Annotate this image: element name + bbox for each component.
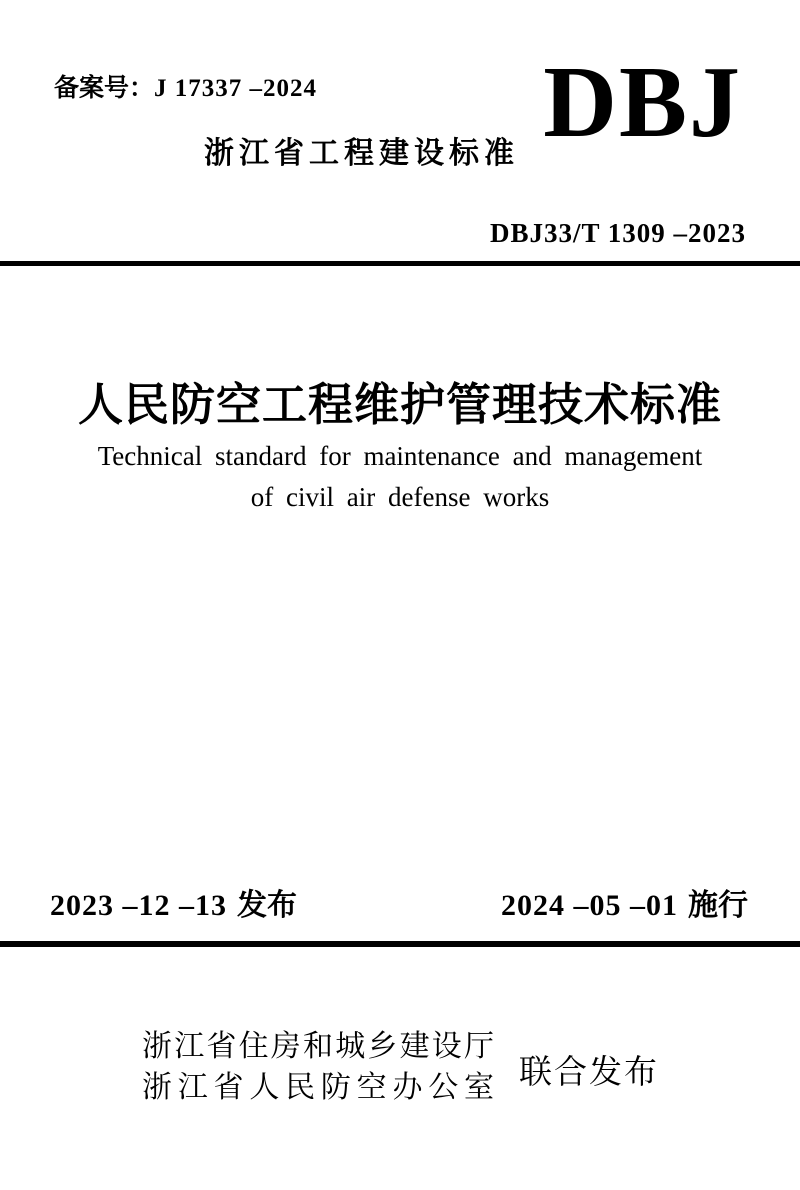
title-chinese: 人民防空工程维护管理技术标准 — [77, 380, 722, 430]
effective-date-label: 施行 — [688, 889, 748, 922]
issue-date-line — [50, 888, 297, 924]
title-english-line1: Technical standard for maintenance and management — [97, 441, 703, 471]
record-number-line — [54, 68, 317, 104]
joint-issue-label: 联合发布 — [519, 1053, 659, 1090]
effective-date-value: 2024 –05 –01 — [501, 889, 678, 922]
publisher-line-2: 浙江省人民防空办公室 — [142, 1071, 494, 1104]
title-english-line2: of civil air defense works — [250, 482, 550, 512]
standard-category: 浙江省工程建设标准 — [204, 137, 519, 170]
record-number-label: 备案号： — [54, 74, 155, 102]
bottom-rule — [0, 941, 800, 947]
date-row — [50, 888, 748, 924]
effective-date-line — [501, 888, 748, 924]
record-number-value: J 17337 –2024 — [154, 75, 318, 102]
top-rule — [0, 261, 800, 266]
standard-code: DBJ33/T 1309 –2023 — [489, 218, 746, 248]
publisher-line-1: 浙江省住房和城乡建设厅 — [142, 1030, 494, 1063]
issue-date-label: 发布 — [237, 889, 297, 922]
publishers-block — [142, 1026, 494, 1108]
title-english — [0, 436, 800, 518]
issue-date-value: 2023 –12 –13 — [50, 889, 227, 922]
dbj-logo: DBJ — [543, 46, 742, 159]
